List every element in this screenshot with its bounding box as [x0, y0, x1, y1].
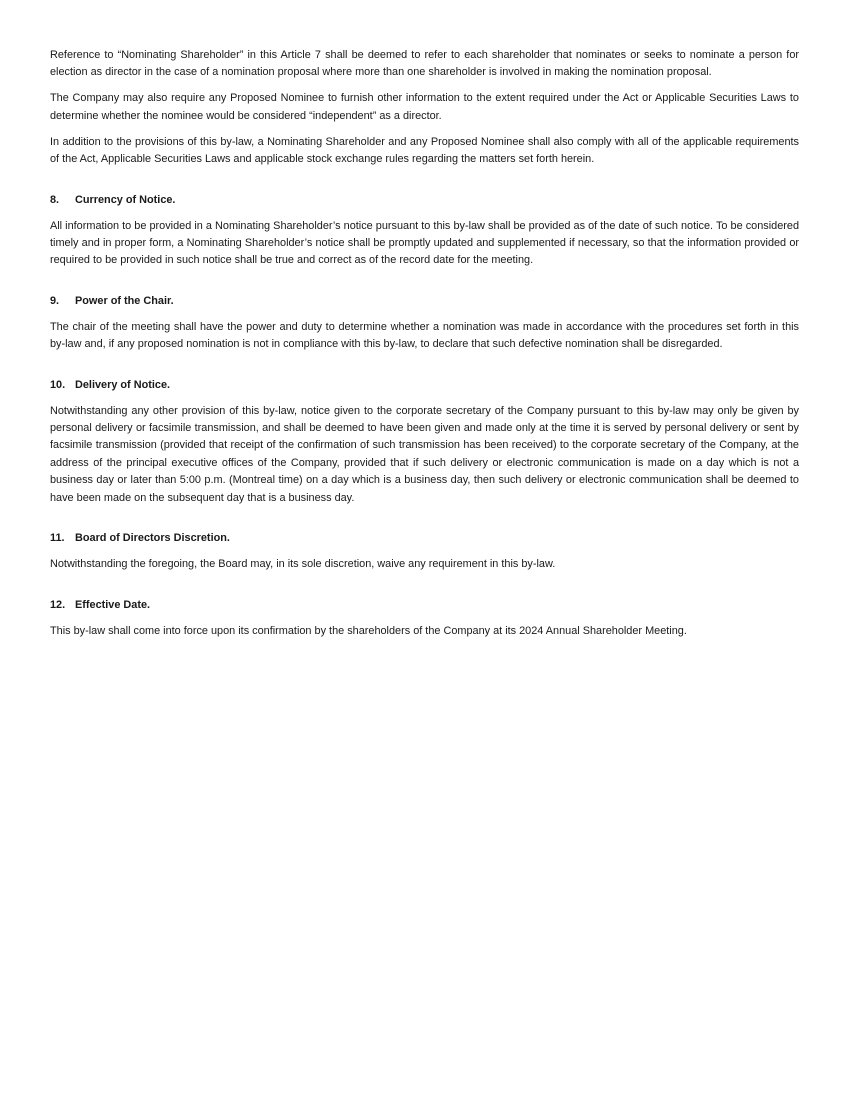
- section-heading: [50, 530, 799, 547]
- section-heading: [50, 377, 799, 394]
- section-title: Power of the Chair.: [75, 294, 174, 307]
- document-page: [50, 47, 799, 640]
- section-number: 9.: [50, 294, 60, 307]
- section-title: Board of Directors Discretion.: [75, 532, 230, 545]
- section-8-currency-of-notice: [50, 192, 799, 270]
- section-number: 12.: [50, 598, 66, 611]
- section-body: Notwithstanding any other provision of this by-law, notice given to the corporate secretary of the Company pursuant to this by-law may only be given by personal delivery or facsimile transmission, and shall be deemed to have been given and made only at the time it is served by personal delivery or sent by facsimile transmission (provided that receipt of the confirmation of such transmission has been received) to the corporate secretary of the Company, at the address of the principal executive offices of the Company, provided that if such delivery or electronic communication is made on a day which is not a business day or later than 5:00 p.m. (Montreal time) on a day which is a business day, then such delivery or electronic communication shall be deemed to have been made on the subsequent day that is a business day.: [50, 404, 799, 504]
- intro-paragraph-compliance: In addition to the provisions of this by-law, a Nominating Shareholder and any Proposed Nominee shall also comply with all of the applicable requirements of the Act, Applicable Securities Laws and applicable stock exchange rules regarding the matters set forth herein.: [50, 135, 799, 166]
- section-title: Effective Date.: [75, 598, 151, 611]
- section-number: 10.: [50, 378, 66, 391]
- section-12-effective-date: [50, 597, 799, 640]
- section-9-power-of-the-chair: [50, 293, 799, 354]
- section-heading: [50, 192, 799, 209]
- section-body: This by-law shall come into force upon its confirmation by the shareholders of the Company at its 2024 Annual Shareholder Meeting.: [50, 624, 687, 637]
- section-body: All information to be provided in a Nominating Shareholder’s notice pursuant to this by-law shall be provided as of the date of such notice. To be considered timely and in proper form, a Nominating Shareholder’s notice shall be promptly updated and supplemented if necessary, so that the information provided or required to be provided in such notice shall be true and correct as of the record date for the meeting.: [50, 219, 799, 267]
- section-number: 11.: [50, 532, 65, 545]
- section-number: 8.: [50, 193, 60, 206]
- section-heading: [50, 597, 799, 614]
- section-body: The chair of the meeting shall have the power and duty to determine whether a nomination was made in accordance with the procedures set forth in this by-law and, if any proposed nomination is not in compliance with this by-law, to declare that such defective nomination shall be disregarded.: [50, 320, 799, 351]
- section-title: Currency of Notice.: [75, 193, 176, 206]
- section-body: Notwithstanding the foregoing, the Board may, in its sole discretion, waive any requirement in this by-law.: [50, 558, 556, 571]
- intro-paragraph-independence: The Company may also require any Proposed Nominee to furnish other information to the extent required under the Act or Applicable Securities Laws to determine whether the nominee would be considered “independent” as a director.: [50, 92, 799, 122]
- section-11-board-discretion: [50, 530, 799, 573]
- section-10-delivery-of-notice: [50, 377, 799, 507]
- section-heading: [50, 293, 799, 310]
- intro-paragraph-nominating-shareholder: Reference to “Nominating Shareholder” in this Article 7 shall be deemed to refer to each shareholder that nominates or seeks to nominate a person for election as director in the case of a nomination proposal where more than one shareholder is involved in making the nomination proposal.: [50, 49, 799, 79]
- section-title: Delivery of Notice.: [75, 378, 171, 391]
